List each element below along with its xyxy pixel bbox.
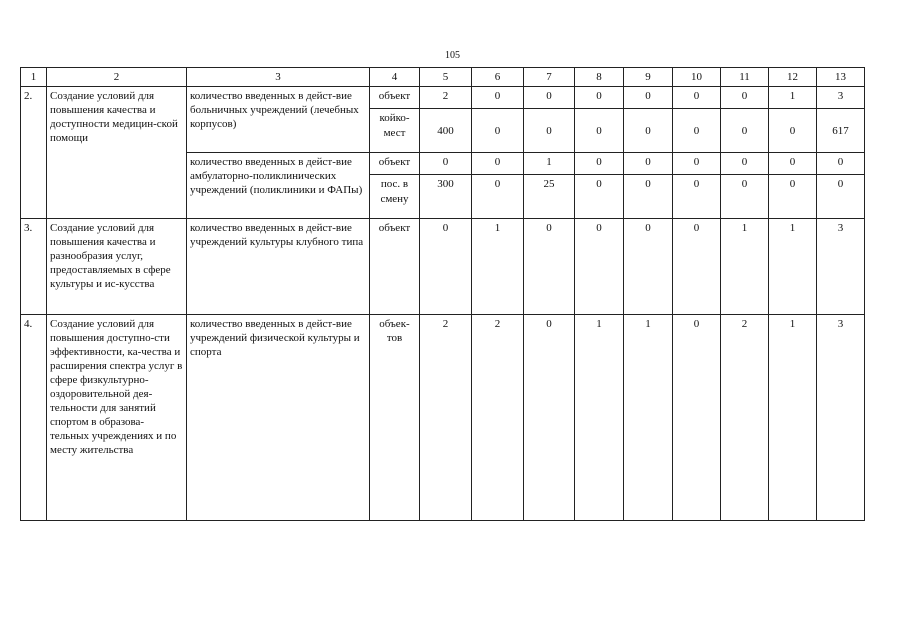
header-cell: 11 xyxy=(721,68,769,87)
goal-cell: Создание условий для повышения качества и разнообразия услуг, предоставляемых в сфере культуры и ис-кусства xyxy=(47,219,187,315)
header-cell: 7 xyxy=(524,68,575,87)
value-cell: 0 xyxy=(472,87,524,109)
header-cell: 8 xyxy=(575,68,624,87)
header-row xyxy=(21,68,865,87)
indicator-cell: количество введенных в дейст-вие амбулаторно-поликлинических учреждений (поликлиники и ФАПы) xyxy=(187,153,370,219)
unit-cell: объект xyxy=(370,87,420,109)
value-cell: 0 xyxy=(624,109,673,153)
page-number: 105 xyxy=(445,50,460,61)
value-cell: 0 xyxy=(624,175,673,219)
value-cell: 0 xyxy=(769,153,817,175)
value-cell: 0 xyxy=(769,175,817,219)
header-cell: 6 xyxy=(472,68,524,87)
value-cell: 1 xyxy=(472,219,524,315)
value-cell: 0 xyxy=(769,109,817,153)
table-row xyxy=(21,87,865,109)
value-cell: 1 xyxy=(624,315,673,521)
value-cell: 0 xyxy=(817,153,865,175)
indicator-cell: количество введенных в дейст-вие учреждений культуры клубного типа xyxy=(187,219,370,315)
value-cell: 0 xyxy=(472,175,524,219)
value-cell: 0 xyxy=(524,219,575,315)
value-cell: 3 xyxy=(817,315,865,521)
header-cell: 9 xyxy=(624,68,673,87)
value-cell: 0 xyxy=(420,219,472,315)
value-cell: 1 xyxy=(524,153,575,175)
value-cell: 400 xyxy=(420,109,472,153)
unit-cell: койко-мест xyxy=(370,109,420,153)
unit-cell: пос. в смену xyxy=(370,175,420,219)
value-cell: 0 xyxy=(721,109,769,153)
value-cell: 2 xyxy=(420,87,472,109)
header-cell: 3 xyxy=(187,68,370,87)
value-cell: 1 xyxy=(721,219,769,315)
table-row xyxy=(21,315,865,521)
value-cell: 0 xyxy=(575,153,624,175)
value-cell: 0 xyxy=(721,175,769,219)
header-cell: 10 xyxy=(673,68,721,87)
value-cell: 0 xyxy=(817,175,865,219)
value-cell: 3 xyxy=(817,219,865,315)
value-cell: 617 xyxy=(817,109,865,153)
value-cell: 0 xyxy=(524,315,575,521)
unit-cell: объект xyxy=(370,153,420,175)
value-cell: 0 xyxy=(673,109,721,153)
indicator-cell: количество введенных в дейст-вие учреждений физической культуры и спорта xyxy=(187,315,370,521)
header-cell: 4 xyxy=(370,68,420,87)
value-cell: 1 xyxy=(769,219,817,315)
header-cell: 1 xyxy=(21,68,47,87)
value-cell: 0 xyxy=(575,175,624,219)
value-cell: 2 xyxy=(721,315,769,521)
value-cell: 0 xyxy=(624,219,673,315)
value-cell: 0 xyxy=(575,109,624,153)
value-cell: 0 xyxy=(673,219,721,315)
unit-cell: объек-тов xyxy=(370,315,420,521)
value-cell: 0 xyxy=(472,153,524,175)
value-cell: 0 xyxy=(673,315,721,521)
goal-cell: Создание условий для повышения доступно-сти эффективности, ка-чества и расширения спектра услуг в сфере физкультурно-оздоровительной дея-тельности для занятий спортом в образова-тельных учреждениях и по месту жительства xyxy=(47,315,187,521)
value-cell: 1 xyxy=(769,315,817,521)
header-cell: 2 xyxy=(47,68,187,87)
value-cell: 0 xyxy=(673,175,721,219)
unit-cell: объект xyxy=(370,219,420,315)
value-cell: 0 xyxy=(524,87,575,109)
header-cell: 5 xyxy=(420,68,472,87)
value-cell: 1 xyxy=(575,315,624,521)
value-cell: 3 xyxy=(817,87,865,109)
goal-cell: Создание условий для повышения качества и доступности медицин-ской помощи xyxy=(47,87,187,219)
header-cell: 13 xyxy=(817,68,865,87)
row-number: 3. xyxy=(21,219,47,315)
value-cell: 0 xyxy=(673,153,721,175)
data-table xyxy=(20,67,865,521)
value-cell: 1 xyxy=(769,87,817,109)
value-cell: 2 xyxy=(420,315,472,521)
indicator-cell: количество введенных в дейст-вие больничных учреждений (лечебных корпусов) xyxy=(187,87,370,153)
value-cell: 0 xyxy=(420,153,472,175)
value-cell: 2 xyxy=(472,315,524,521)
value-cell: 0 xyxy=(721,153,769,175)
value-cell: 0 xyxy=(575,219,624,315)
row-number: 2. xyxy=(21,87,47,219)
value-cell: 0 xyxy=(673,87,721,109)
row-number: 4. xyxy=(21,315,47,521)
value-cell: 0 xyxy=(721,87,769,109)
value-cell: 300 xyxy=(420,175,472,219)
value-cell: 0 xyxy=(524,109,575,153)
value-cell: 0 xyxy=(472,109,524,153)
table-row xyxy=(21,219,865,315)
value-cell: 0 xyxy=(624,153,673,175)
header-cell: 12 xyxy=(769,68,817,87)
value-cell: 25 xyxy=(524,175,575,219)
value-cell: 0 xyxy=(624,87,673,109)
value-cell: 0 xyxy=(575,87,624,109)
